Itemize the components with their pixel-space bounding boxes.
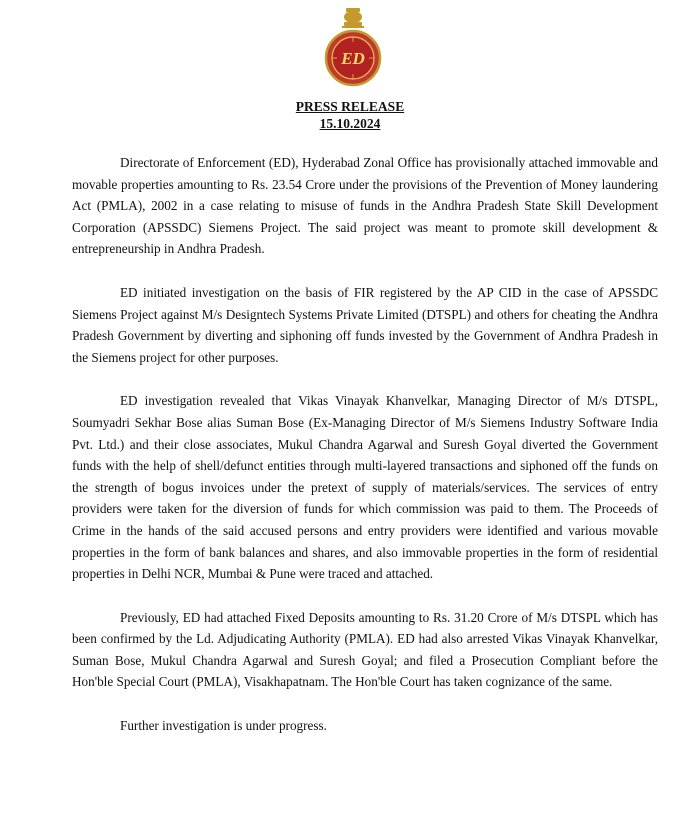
press-release-date: 15.10.2024 bbox=[319, 116, 381, 131]
paragraph-fir: ED initiated investigation on the basis of FIR registered by the AP CID in the case of APSSDC Siemens Project against M/s Designtech Systems Private Limited (DTSPL) and others for cheating the Andhra Pradesh Government by diverting and siphoning off funds invested by the Government of Andhra Pradesh in the Siemens project for other purposes. bbox=[72, 284, 658, 365]
paragraph-attachment: Directorate of Enforcement (ED), Hyderabad Zonal Office has provisionally attached immovable and movable properties amounting to Rs. 23.54 Crore under the provisions of the Prevention of Money laundering Act (PMLA), 2002 in a case relating to misuse of funds in the Andhra Pradesh State Skill Development Corporation (APSSDC) Siemens Project. The said project was meant to promote skill development & entrepreneurship in Andhra Pradesh. bbox=[72, 155, 658, 257]
press-release-title: PRESS RELEASE bbox=[295, 99, 405, 114]
ed-emblem-logo bbox=[322, 6, 384, 92]
press-release-body bbox=[72, 152, 658, 759]
ed-monogram: ED bbox=[341, 49, 365, 68]
paragraph-previous-actions: Previously, ED had attached Fixed Deposits amounting to Rs. 31.20 Crore of M/s DTSPL which has been confirmed by the Ld. Adjudicating Authority (PMLA). ED had also arrested Vikas Vinayak Khanvelkar, Suman Bose, Mukul Chandra Agarwal and Suresh Goyal; and filed a Prosecution Compliant before the Hon'ble Special Court (PMLA), Visakhapatnam. The Hon'ble Court has taken cognizance of the same. bbox=[72, 609, 658, 690]
press-release-header bbox=[0, 98, 700, 132]
paragraph-investigation: ED investigation revealed that Vikas Vinayak Khanvelkar, Managing Director of M/s DTSPL, Soumyadri Sekhar Bose alias Suman Bose (Ex-Managing Director of M/s Siemens Industry Software India Pvt. Ltd.) and their close associates, Mukul Chandra Agarwal and Suresh Goyal diverted the Government funds with the help of shell/defunct entities through multi-layered transactions and siphoned off the funds on the strength of bogus invoices under the pretext of supply of materials/services. The services of entry providers were taken for the diversion of funds for which commission was paid to them. The Proceeds of Crime in the hands of the said accused persons and entry providers were identified and various movable properties in the form of bank balances and shares, and also immovable properties in the form of residential properties in Delhi NCR, Mumbai & Pune were traced and attached. bbox=[72, 393, 658, 582]
paragraph-further-investigation: Further investigation is under progress. bbox=[120, 718, 327, 734]
